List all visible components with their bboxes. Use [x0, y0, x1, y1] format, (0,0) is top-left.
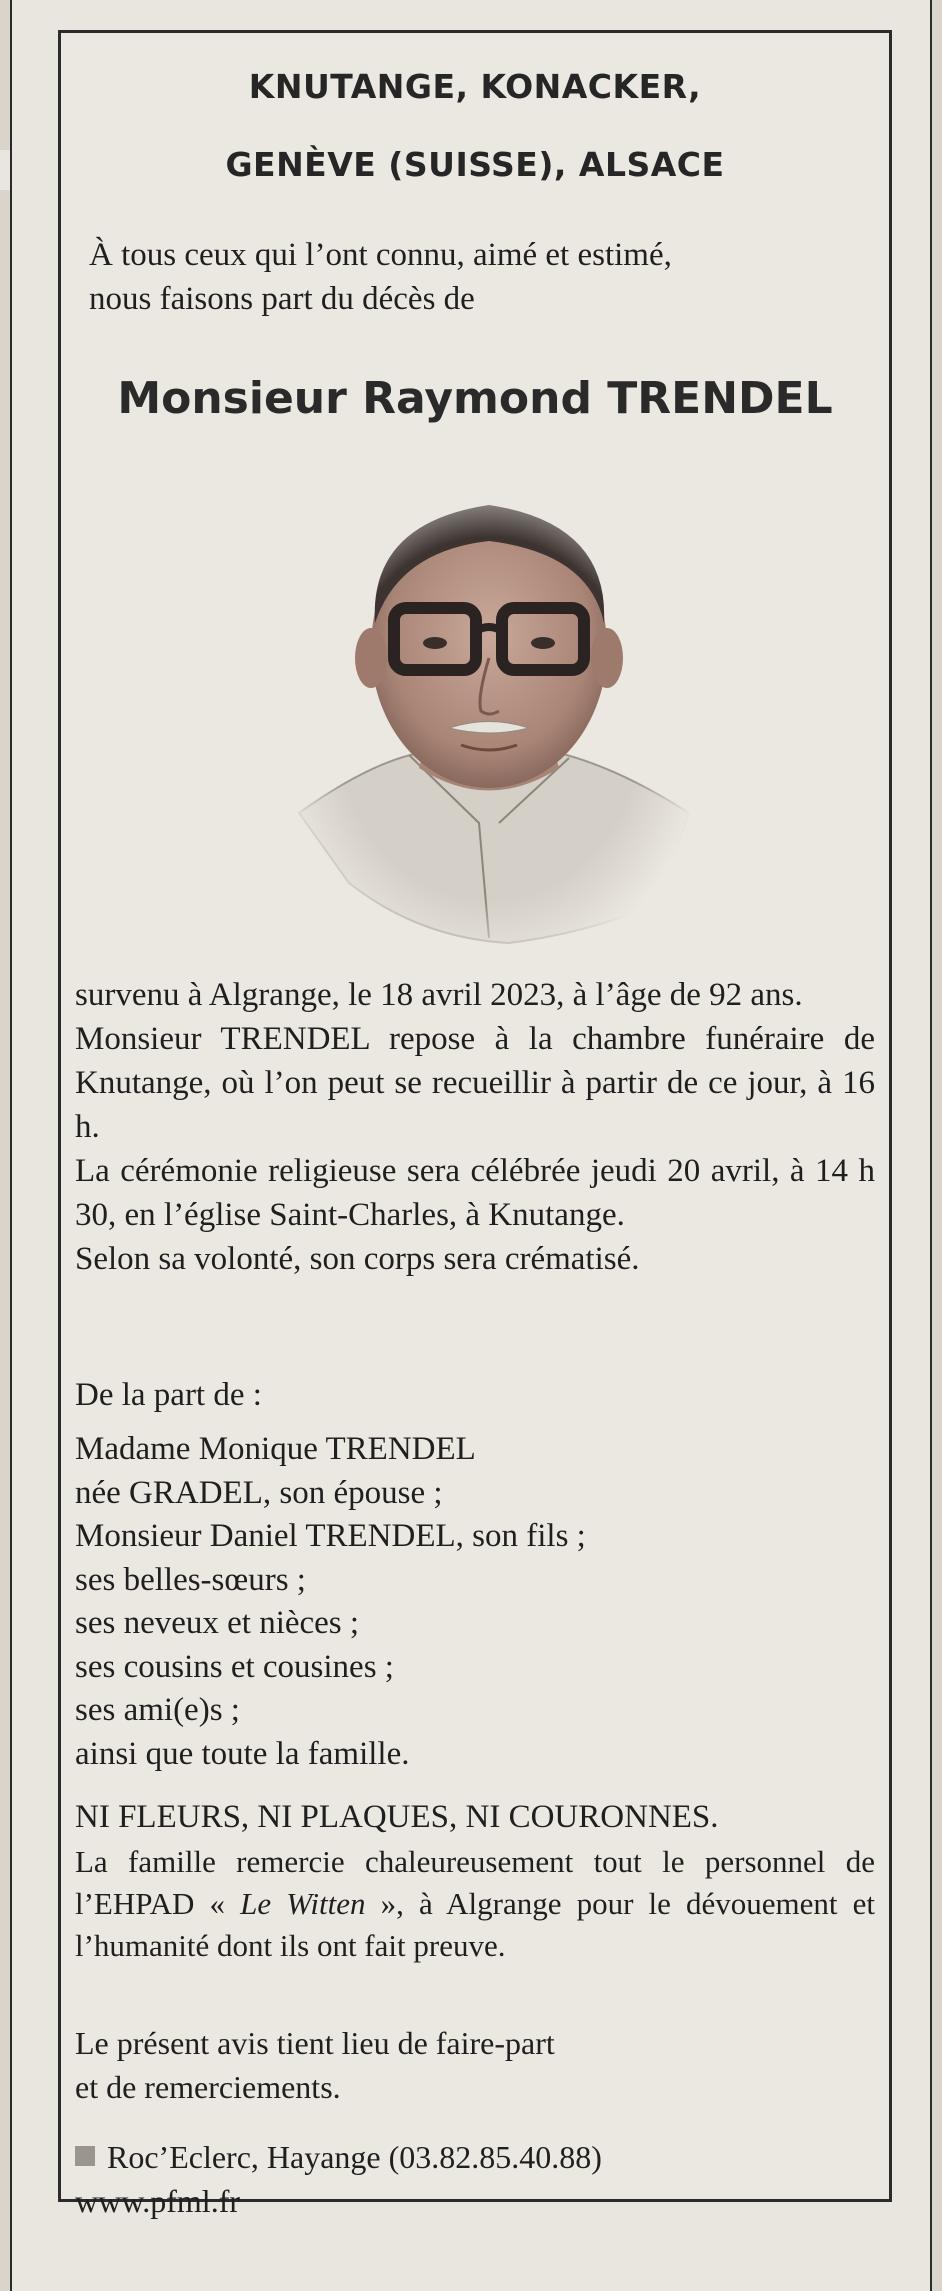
ceremony-details: La cérémonie religieuse sera célébrée jeudi 20 avril, à 14 h 30, en l’église Saint-Charles, à Knutange. [75, 1153, 875, 1233]
family-member: ses neveux et nièces ; [75, 1605, 360, 1641]
announcement-body [75, 973, 875, 1281]
intro-text [89, 233, 869, 321]
deceased-name: Monsieur Raymond TRENDEL [117, 373, 833, 424]
thanks-text-part1: La famille remercie chaleureusement tout le personnel de l’EHPAD « [75, 1844, 875, 1921]
cremation-note: Selon sa volonté, son corps sera crématisé. [75, 1241, 640, 1277]
family-list [75, 1428, 875, 1776]
obituary-notice [58, 30, 892, 2219]
family-member: Monsieur Daniel TRENDEL, son fils ; [75, 1518, 586, 1554]
family-member: Madame Monique TRENDEL [75, 1431, 476, 1467]
header-locations-line1: KNUTANGE, KONACKER, [248, 67, 702, 106]
thanks-text-part2: », à Algrange pour le dévouement et l’humanité dont ils ont fait preuve. [75, 1886, 875, 1963]
resting-place-details: Monsieur TRENDEL repose à la chambre funéraire de Knutange, où l’on peut se recueillir à partir de ce jour, à 16 h. [75, 1021, 875, 1145]
notice-line2: et de remerciements. [75, 2069, 341, 2105]
no-flowers-notice: NI FLEURS, NI PLAQUES, NI COURONNES. [75, 1799, 719, 1835]
notice-line1: Le présent avis tient lieu de faire-part [75, 2025, 555, 2061]
from-label: De la part de : [75, 1377, 262, 1413]
funeral-home-info [75, 2135, 875, 2223]
family-member: ses cousins et cousines ; [75, 1648, 394, 1685]
intro-line2: nous faisons part du décès de [89, 281, 475, 317]
funeral-home-name: Roc’Eclerc, Hayange (03.82.85.40.88) [107, 2139, 602, 2175]
intro-line1: À tous ceux qui l’ont connu, aimé et estimé, [89, 237, 672, 273]
family-member: ainsi que toute la famille. [75, 1735, 410, 1772]
notice-statement [75, 2021, 875, 2109]
family-member: née GRADEL, son épouse ; [75, 1474, 443, 1511]
portrait-photo [289, 483, 689, 953]
adjacent-column-edge-right [930, 0, 942, 2291]
header-locations-line2: GENÈVE (SUISSE), ALSACE [225, 145, 725, 184]
thanks-message [75, 1841, 875, 1967]
adjacent-column-edge-left [0, 0, 12, 2291]
square-bullet-icon [75, 2146, 95, 2166]
death-details: survenu à Algrange, le 18 avril 2023, à l’âge de 92 ans. [75, 977, 803, 1013]
family-member: ses ami(e)s ; [75, 1692, 240, 1728]
funeral-home-website[interactable]: www.pfml.fr [75, 2183, 240, 2219]
ehpad-name: Le Witten [240, 1886, 366, 1921]
family-member: ses belles-sœurs ; [75, 1561, 306, 1598]
